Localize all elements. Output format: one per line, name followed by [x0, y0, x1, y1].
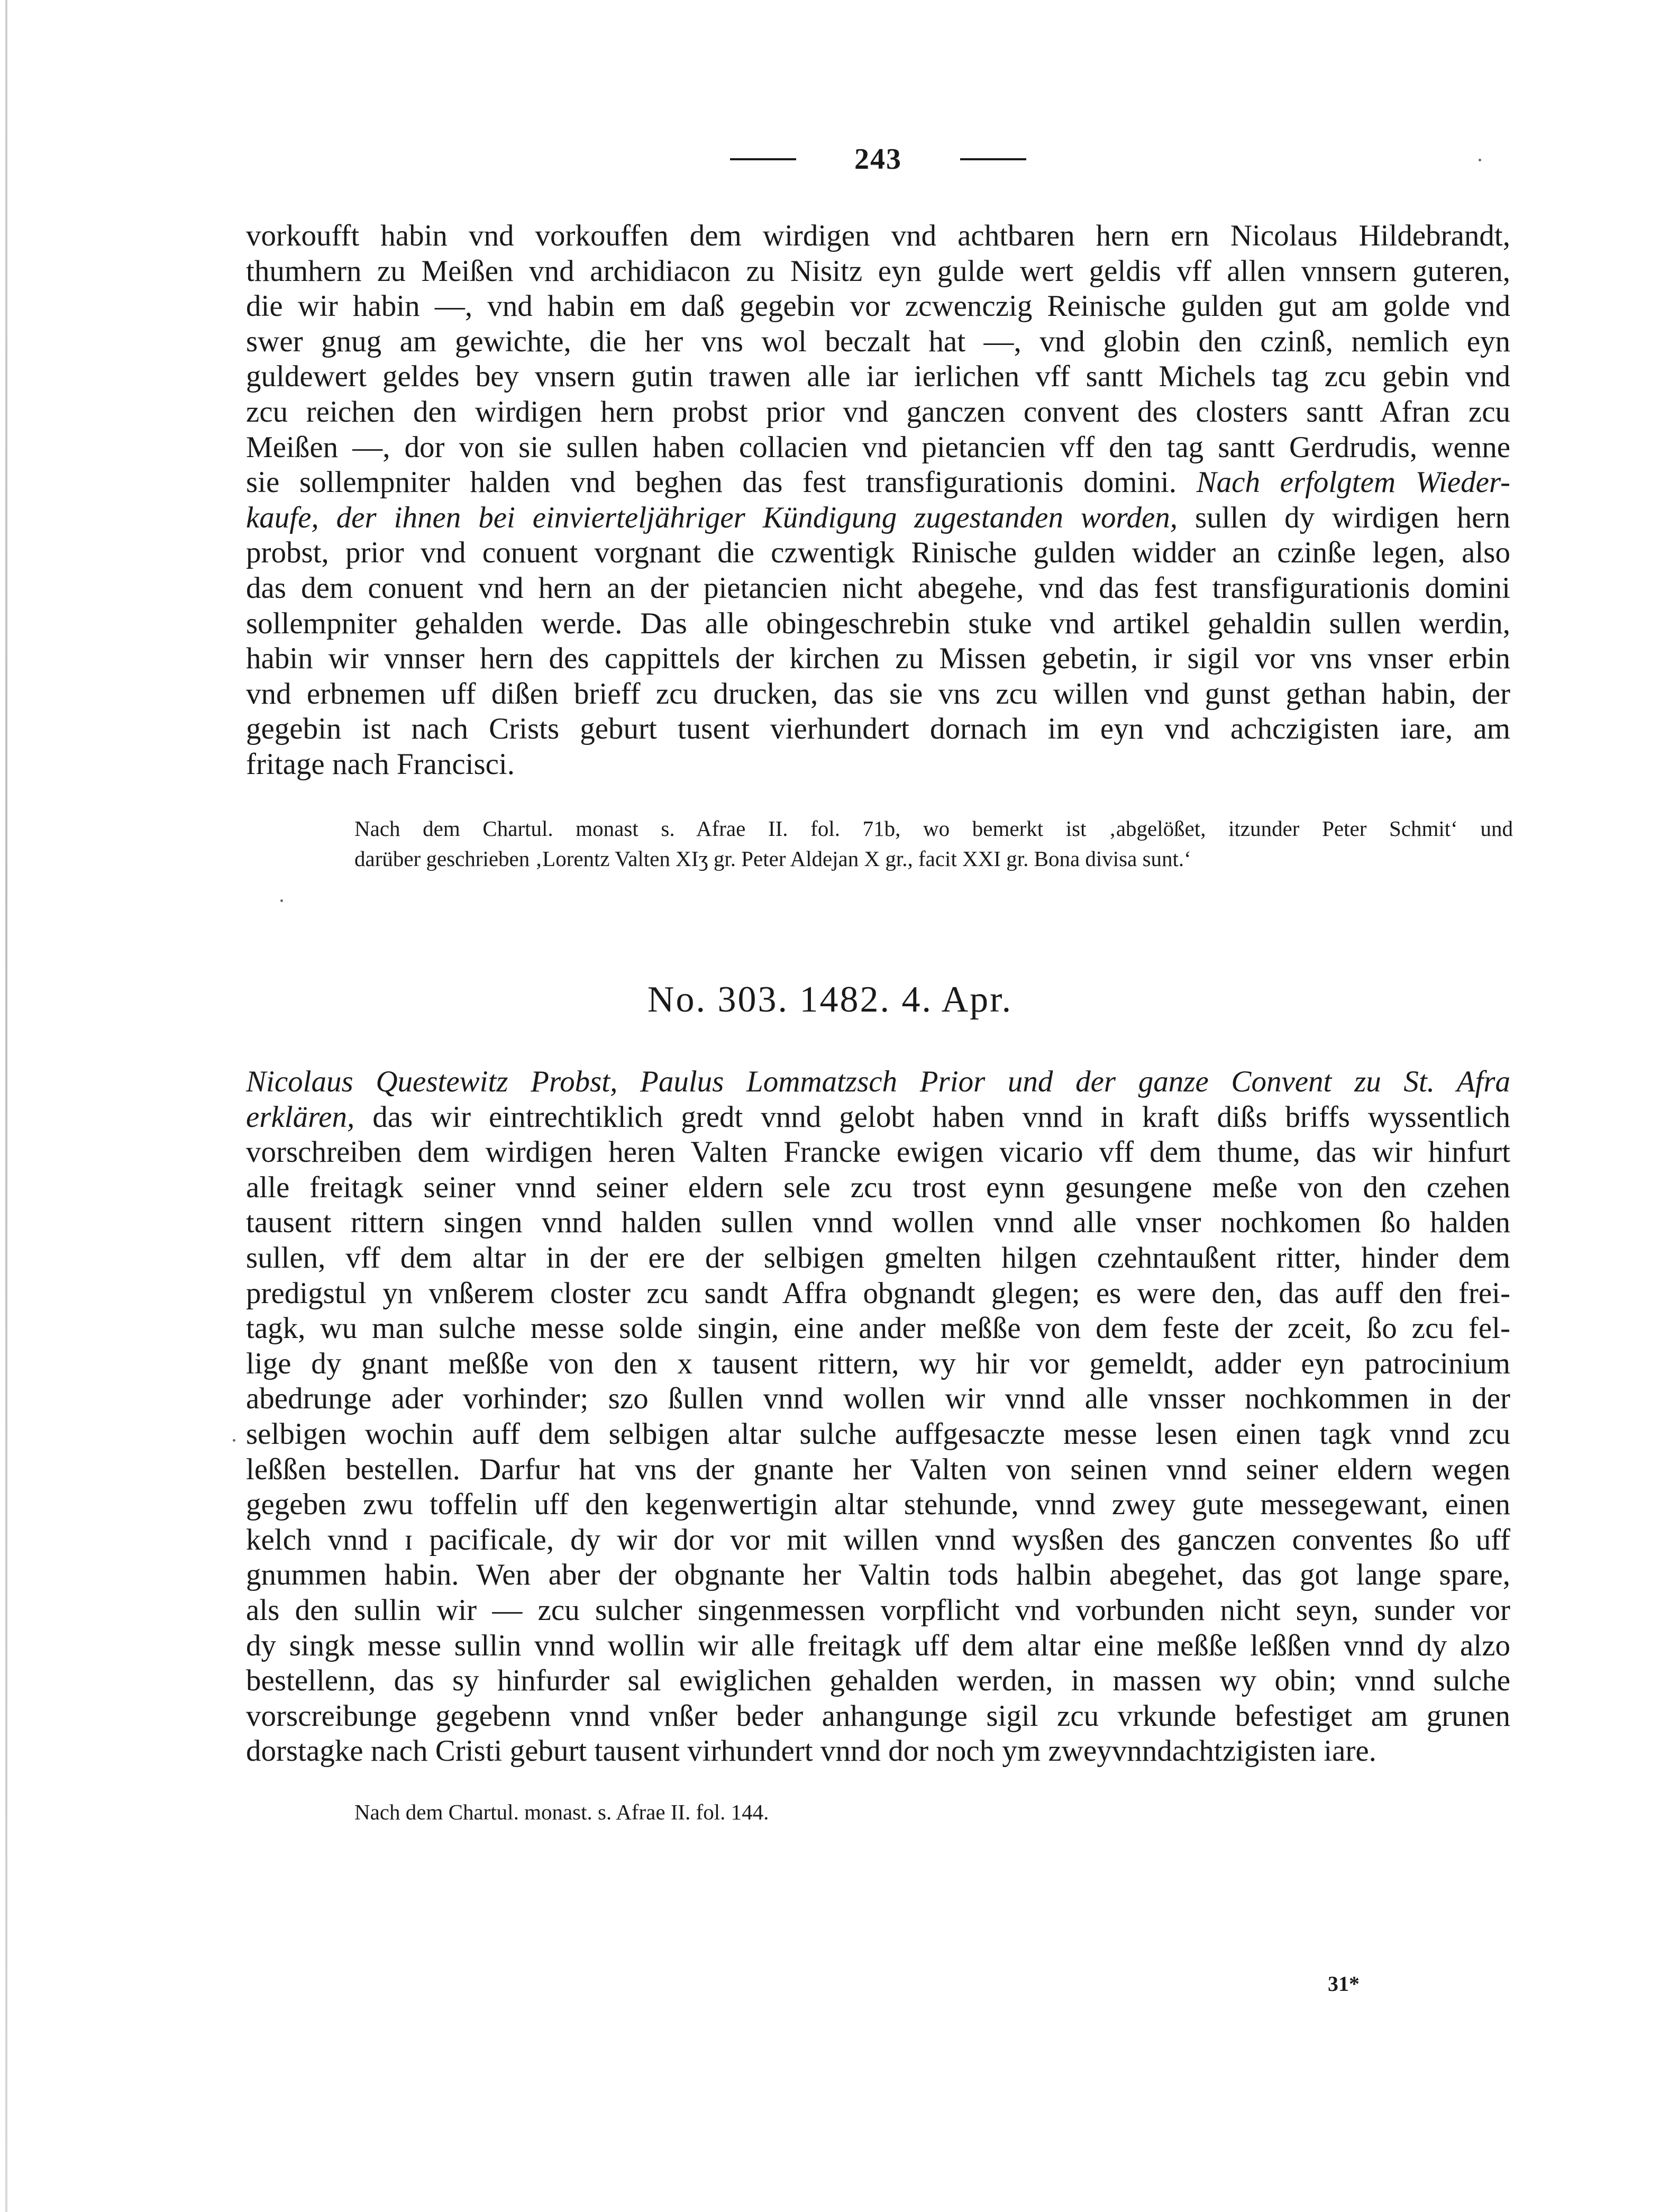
text-line: kelch vnnd ɪ pacificale, dy wir dor vor mit willen vnnd wysßen des ganczen conventes ßo uff: [246, 1523, 1510, 1556]
charter-text-continuation: [246, 219, 1510, 782]
text-line: swer gnug am gewichte, die her vns wol beczalt hat —, vnd globin den czinß, nemlich eyn: [246, 324, 1510, 358]
charter-text: [246, 1064, 1510, 1769]
text-line: sullen, vff dem altar in der ere der selbigen gmelten hilgen czehntaußent ritter, hinder dem: [246, 1241, 1510, 1275]
text-line: probst, prior vnd conuent vorgnant die czwentigk Rinische gulden widder an czinße legen, also: [246, 536, 1510, 570]
text-roman: das wir eintrechtiklich gredt vnnd gelobt haben vnnd in kraft dißs briffs wyssentlich: [372, 1100, 1510, 1134]
text-line: vorschreiben dem wirdigen heren Valten Francke ewigen vicario vff dem thume, das wir hinfurt: [246, 1135, 1510, 1169]
text-line: [246, 1100, 1510, 1135]
text-roman: sullen dy wirdigen hern: [1195, 500, 1510, 534]
editorial-italic: Nach erfolgtem Wieder-: [1196, 466, 1510, 499]
scan-edge-shadow: [5, 0, 7, 2212]
text-line: bestellenn, das sy hinfurder sal ewiglichen gehalden werden, in massen wy obin; vnnd sulche: [246, 1664, 1510, 1698]
text-roman: sie sollempniter halden vnd beghen das fest transfigurationis domini.: [246, 466, 1177, 499]
scan-speck: [233, 1439, 235, 1442]
text-line: guldewert geldes bey vnsern gutin trawen alle iar ierlichen vff santt Michels tag zcu gebin vnd: [246, 360, 1510, 394]
text-line: thumhern zu Meißen vnd archidiacon zu Nisitz eyn gulde wert geldis vff allen vnnsern guteren,: [246, 254, 1510, 288]
text-line: [246, 465, 1510, 500]
page-number: 243: [854, 143, 902, 176]
text-line: das dem conuent vnd hern an der pietancien nicht abegehe, vnd das fest transfigurationis domini: [246, 571, 1510, 605]
text-line: dorstagke nach Cristi geburt tausent virhundert vnnd dor noch ym zweyvnndachtzigisten iare.: [246, 1734, 1376, 1768]
text-line: gegeben zwu toffelin uff den kegenwertigin altar stehunde, vnnd zwey gute messegewant, einen: [246, 1488, 1510, 1522]
text-line: tagk, wu man sulche messe solde singin, eine ander meßße von dem feste der zceit, ßo zcu fel-: [246, 1312, 1510, 1345]
text-line: sollempniter gehalden werde. Das alle obingeschrebin stuke vnd artikel gehaldin sullen werdin,: [246, 606, 1510, 640]
text-line-italic: Nicolaus Questewitz Probst, Paulus Lommatzsch Prior und der ganze Convent zu St. Afra: [246, 1065, 1510, 1098]
editorial-italic: erklären,: [246, 1100, 355, 1134]
text-line: alle freitagk seiner vnnd seiner eldern sele zcu trost eynn gesungene meße von den czehen: [246, 1170, 1510, 1204]
text-line: Meißen —, dor von sie sullen haben collacien vnd pietancien vff den tag santt Gerdrudis, wenne: [246, 430, 1510, 464]
text-line: fritage nach Francisci.: [246, 747, 515, 781]
text-line: selbigen wochin auff dem selbigen altar sulche auffgesaczte messe lesen einen tagk vnnd zcu: [246, 1417, 1510, 1451]
source-note: [354, 814, 1513, 874]
text-line: zcu reichen den wirdigen hern probst prior vnd ganczen convent des closters santt Afran zcu: [246, 395, 1510, 429]
source-note: [354, 1797, 1513, 1827]
text-line: die wir habin —, vnd habin em daß gegebin vor zcwenczig Reinische gulden gut am golde vnd: [246, 289, 1510, 323]
text-line: dy singk messe sullin vnnd wollin wir alle freitagk uff dem altar eine meßße leßßen vnnd dy alzo: [246, 1628, 1510, 1662]
scan-speck: [1479, 159, 1481, 161]
text-line: gegebin ist nach Crists geburt tusent vierhundert dornach im eyn vnd achczigisten iare, am: [246, 712, 1510, 746]
text-line: tausent rittern singen vnnd halden sullen vnnd wollen vnnd alle vnser nochkomen ßo halden: [246, 1206, 1510, 1240]
text-line: leßßen bestellen. Darfur hat vns der gnante her Valten von seinen vnnd seiner eldern wegen: [246, 1452, 1510, 1486]
text-line: vorscreibunge gegebenn vnnd vnßer beder anhangunge sigil zcu vrkunde befestiget am grunen: [246, 1699, 1510, 1733]
text-line: vorkoufft habin vnd vorkouffen dem wirdigen vnd achtbaren hern ern Nicolaus Hildebrandt,: [246, 219, 1510, 252]
page-header: [730, 141, 1026, 178]
text-line: vnd erbnemen uff dißen brieff zcu drucken, das sie vns zcu willen vnd gunst gethan habin, der: [246, 677, 1510, 711]
text-line: predigstul yn vnßerem closter zcu sandt Affra obgnandt glegen; es were den, das auff den frei-: [246, 1276, 1510, 1310]
text-line: habin wir vnnser hern des cappittels der kirchen zu Missen gebetin, ir sigil vor vns vnser erbin: [246, 642, 1510, 676]
text-line: als den sullin wir — zcu sulcher singenmessen vorpflicht vnd vorbunden nicht seyn, sunder vor: [246, 1593, 1510, 1627]
header-rule-left: [730, 158, 796, 160]
scan-speck: [280, 899, 283, 902]
text-line: gnummen habin. Wen aber der obgnante her Valtin tods halbin abegehet, das got lange spare,: [246, 1558, 1510, 1592]
text-line: [246, 500, 1510, 536]
note-line: Nach dem Chartul. monast s. Afrae II. fol. 71b, wo bemerkt ist ‚abgelößet, itzunder Peter Schmit‘ und: [354, 816, 1513, 841]
document-heading: No. 303. 1482. 4. Apr.: [647, 979, 1013, 1020]
header-rule-right: [960, 158, 1026, 160]
text-line: abedrunge ader vorhinder; szo ßullen vnnd wollen wir vnnd alle vnsser nochkommen in der: [246, 1382, 1510, 1416]
note-line: darüber geschrieben ‚Lorentz Valten XIʒ gr. Peter Aldejan X gr., facit XXI gr. Bona divisa sunt.‘: [354, 846, 1191, 871]
editorial-italic: kaufe, der ihnen bei einvierteljähriger Kündigung zugestanden worden,: [246, 500, 1178, 534]
signature-mark: 31*: [1328, 1972, 1360, 1996]
text-line: lige dy gnant meßße von den x tausent rittern, wy hir vor gemeldt, adder eyn patrocinium: [246, 1346, 1510, 1380]
note-line: Nach dem Chartul. monast. s. Afrae II. fol. 144.: [354, 1800, 769, 1824]
